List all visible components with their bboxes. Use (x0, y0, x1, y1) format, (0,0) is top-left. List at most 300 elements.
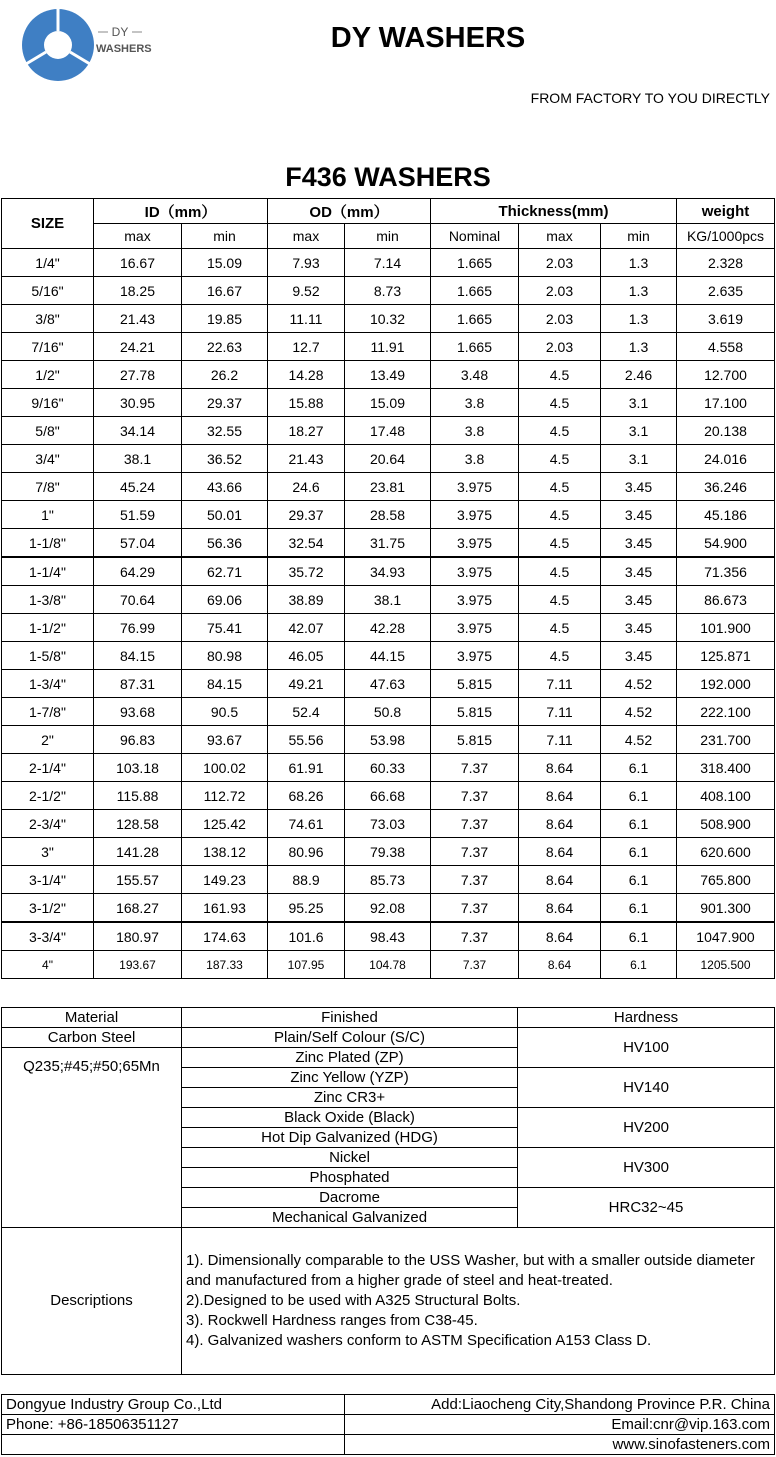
th-max-cell: 2.03 (519, 305, 601, 333)
sub-header-id-max: max (94, 224, 182, 249)
descriptions-body (182, 1228, 775, 1375)
size-cell: 1/2" (2, 361, 94, 389)
weight-cell: 508.900 (677, 810, 775, 838)
weight-cell: 192.000 (677, 670, 775, 698)
id-max-cell: 34.14 (94, 417, 182, 445)
nominal-cell: 7.37 (431, 782, 519, 810)
od-min-cell: 13.49 (345, 361, 431, 389)
od-max-cell: 35.72 (268, 557, 345, 586)
id-max-cell: 45.24 (94, 473, 182, 501)
od-min-cell: 38.1 (345, 586, 431, 614)
id-max-cell: 38.1 (94, 445, 182, 473)
table-row (2, 922, 775, 951)
od-max-cell: 7.93 (268, 249, 345, 277)
weight-cell: 125.871 (677, 642, 775, 670)
od-max-cell: 74.61 (268, 810, 345, 838)
description-line: 2).Designed to be used with A325 Structural Bolts. (186, 1292, 521, 1309)
od-max-cell: 80.96 (268, 838, 345, 866)
th-max-cell: 4.5 (519, 501, 601, 529)
od-max-cell: 68.26 (268, 782, 345, 810)
sub-header-od-max: max (268, 224, 345, 249)
hardness-value: HV300 (518, 1148, 775, 1188)
descriptions-label: Descriptions (2, 1228, 182, 1375)
nominal-cell: 3.8 (431, 445, 519, 473)
size-cell: 1-5/8" (2, 642, 94, 670)
nominal-cell: 7.37 (431, 866, 519, 894)
od-max-cell: 101.6 (268, 922, 345, 951)
th-max-cell: 4.5 (519, 389, 601, 417)
th-min-cell: 3.45 (601, 614, 677, 642)
sub-header-id-min: min (182, 224, 268, 249)
od-max-cell: 9.52 (268, 277, 345, 305)
size-cell: 7/16" (2, 333, 94, 361)
tagline: FROM FACTORY TO YOU DIRECTLY (530, 90, 770, 106)
finish-item: Zinc CR3+ (182, 1088, 518, 1108)
size-cell: 1-7/8" (2, 698, 94, 726)
nominal-cell: 5.815 (431, 726, 519, 754)
finish-item: Phosphated (182, 1168, 518, 1188)
od-min-cell: 15.09 (345, 389, 431, 417)
finish-item: Mechanical Galvanized (182, 1208, 518, 1228)
od-min-cell: 7.14 (345, 249, 431, 277)
th-max-cell: 2.03 (519, 249, 601, 277)
th-max-cell: 2.03 (519, 277, 601, 305)
id-max-cell: 128.58 (94, 810, 182, 838)
th-min-cell: 3.45 (601, 557, 677, 586)
size-cell: 3/4" (2, 445, 94, 473)
od-min-cell: 10.32 (345, 305, 431, 333)
od-max-cell: 14.28 (268, 361, 345, 389)
company-phone: Phone: +86-18506351127 (2, 1415, 345, 1435)
id-min-cell: 36.52 (182, 445, 268, 473)
th-max-cell: 4.5 (519, 642, 601, 670)
nominal-cell: 7.37 (431, 894, 519, 923)
table-row (2, 698, 775, 726)
weight-cell: 17.100 (677, 389, 775, 417)
header-od: OD（mm） (268, 199, 431, 224)
size-cell: 1-3/8" (2, 586, 94, 614)
table-row (2, 838, 775, 866)
th-min-cell: 6.1 (601, 866, 677, 894)
th-min-cell: 6.1 (601, 894, 677, 923)
table-row (2, 417, 775, 445)
table-row (2, 249, 775, 277)
th-min-cell: 6.1 (601, 922, 677, 951)
material-grades: Q235;#45;#50;65Mn (2, 1048, 182, 1228)
weight-cell: 231.700 (677, 726, 775, 754)
th-max-cell: 4.5 (519, 445, 601, 473)
id-min-cell: 112.72 (182, 782, 268, 810)
od-min-cell: 85.73 (345, 866, 431, 894)
th-min-cell: 4.52 (601, 670, 677, 698)
od-max-cell: 61.91 (268, 754, 345, 782)
od-min-cell: 47.63 (345, 670, 431, 698)
id-max-cell: 57.04 (94, 529, 182, 558)
id-max-cell: 16.67 (94, 249, 182, 277)
description-line: 4). Galvanized washers conform to ASTM Specification A153 Class D. (186, 1332, 652, 1349)
size-cell: 1/4" (2, 249, 94, 277)
id-max-cell: 51.59 (94, 501, 182, 529)
header-thickness: Thickness(mm) (431, 199, 677, 224)
description-line: 1). Dimensionally comparable to the USS Washer, but with a smaller outside diameter and manufactured from a higher grade of steel and heat-treated. (186, 1252, 755, 1289)
weight-cell: 222.100 (677, 698, 775, 726)
th-min-cell: 3.45 (601, 586, 677, 614)
id-min-cell: 187.33 (182, 951, 268, 979)
th-max-cell: 7.11 (519, 670, 601, 698)
weight-cell: 86.673 (677, 586, 775, 614)
od-max-cell: 11.11 (268, 305, 345, 333)
id-max-cell: 93.68 (94, 698, 182, 726)
nominal-cell: 1.665 (431, 277, 519, 305)
nominal-cell: 1.665 (431, 249, 519, 277)
finish-item: Black Oxide (Black) (182, 1108, 518, 1128)
od-max-cell: 46.05 (268, 642, 345, 670)
material-carbon-steel: Carbon Steel (2, 1028, 182, 1048)
id-min-cell: 29.37 (182, 389, 268, 417)
th-max-cell: 8.64 (519, 782, 601, 810)
od-min-cell: 66.68 (345, 782, 431, 810)
od-min-cell: 23.81 (345, 473, 431, 501)
id-min-cell: 50.01 (182, 501, 268, 529)
id-max-cell: 30.95 (94, 389, 182, 417)
id-max-cell: 115.88 (94, 782, 182, 810)
size-cell: 1-1/8" (2, 529, 94, 558)
hardness-value: HV100 (518, 1028, 775, 1068)
size-cell: 3-3/4" (2, 922, 94, 951)
od-min-cell: 44.15 (345, 642, 431, 670)
logo-text-top: DY (111, 25, 129, 39)
size-cell: 2" (2, 726, 94, 754)
size-cell: 1-3/4" (2, 670, 94, 698)
id-max-cell: 76.99 (94, 614, 182, 642)
od-max-cell: 107.95 (268, 951, 345, 979)
size-cell: 7/8" (2, 473, 94, 501)
od-max-cell: 49.21 (268, 670, 345, 698)
od-max-cell: 52.4 (268, 698, 345, 726)
th-max-cell: 8.64 (519, 951, 601, 979)
id-max-cell: 180.97 (94, 922, 182, 951)
table-row (2, 473, 775, 501)
table-row (2, 501, 775, 529)
weight-cell: 318.400 (677, 754, 775, 782)
nominal-cell: 1.665 (431, 333, 519, 361)
weight-cell: 12.700 (677, 361, 775, 389)
nominal-cell: 3.975 (431, 473, 519, 501)
size-cell: 3" (2, 838, 94, 866)
th-min-cell: 1.3 (601, 333, 677, 361)
id-min-cell: 26.2 (182, 361, 268, 389)
id-min-cell: 100.02 (182, 754, 268, 782)
weight-cell: 45.186 (677, 501, 775, 529)
th-max-cell: 4.5 (519, 529, 601, 558)
id-min-cell: 22.63 (182, 333, 268, 361)
od-min-cell: 60.33 (345, 754, 431, 782)
weight-cell: 765.800 (677, 866, 775, 894)
th-min-cell: 1.3 (601, 305, 677, 333)
id-max-cell: 193.67 (94, 951, 182, 979)
nominal-cell: 7.37 (431, 754, 519, 782)
th-max-cell: 2.03 (519, 333, 601, 361)
weight-cell: 901.300 (677, 894, 775, 923)
th-max-cell: 4.5 (519, 586, 601, 614)
weight-cell: 3.619 (677, 305, 775, 333)
id-max-cell: 96.83 (94, 726, 182, 754)
company-website: www.sinofasteners.com (345, 1435, 775, 1455)
od-min-cell: 17.48 (345, 417, 431, 445)
nominal-cell: 3.975 (431, 557, 519, 586)
id-max-cell: 168.27 (94, 894, 182, 923)
id-min-cell: 75.41 (182, 614, 268, 642)
table-row (2, 670, 775, 698)
th-max-cell: 4.5 (519, 473, 601, 501)
table-row (2, 951, 775, 979)
od-max-cell: 55.56 (268, 726, 345, 754)
od-min-cell: 31.75 (345, 529, 431, 558)
od-max-cell: 29.37 (268, 501, 345, 529)
weight-cell: 36.246 (677, 473, 775, 501)
hardness-value: HV200 (518, 1108, 775, 1148)
id-max-cell: 141.28 (94, 838, 182, 866)
id-max-cell: 84.15 (94, 642, 182, 670)
od-min-cell: 11.91 (345, 333, 431, 361)
th-min-cell: 3.45 (601, 529, 677, 558)
weight-cell: 20.138 (677, 417, 775, 445)
th-min-cell: 3.1 (601, 445, 677, 473)
th-min-cell: 6.1 (601, 951, 677, 979)
id-min-cell: 80.98 (182, 642, 268, 670)
th-max-cell: 8.64 (519, 838, 601, 866)
od-max-cell: 15.88 (268, 389, 345, 417)
th-min-cell: 1.3 (601, 277, 677, 305)
od-min-cell: 79.38 (345, 838, 431, 866)
od-max-cell: 12.7 (268, 333, 345, 361)
table-row (2, 642, 775, 670)
table-row (2, 586, 775, 614)
nominal-cell: 3.975 (431, 642, 519, 670)
table-row (2, 305, 775, 333)
id-min-cell: 56.36 (182, 529, 268, 558)
finish-item: Nickel (182, 1148, 518, 1168)
od-min-cell: 50.8 (345, 698, 431, 726)
spec-table (1, 198, 775, 979)
table-row (2, 333, 775, 361)
size-cell: 5/8" (2, 417, 94, 445)
th-max-cell: 8.64 (519, 754, 601, 782)
th-min-cell: 4.52 (601, 726, 677, 754)
th-min-cell: 3.45 (601, 642, 677, 670)
header-finished: Finished (182, 1008, 518, 1028)
nominal-cell: 3.8 (431, 417, 519, 445)
size-cell: 1" (2, 501, 94, 529)
th-min-cell: 6.1 (601, 754, 677, 782)
table-row (2, 361, 775, 389)
od-min-cell: 28.58 (345, 501, 431, 529)
id-min-cell: 90.5 (182, 698, 268, 726)
th-min-cell: 1.3 (601, 249, 677, 277)
size-cell: 2-1/2" (2, 782, 94, 810)
sub-header-th-max: max (519, 224, 601, 249)
th-min-cell: 4.52 (601, 698, 677, 726)
weight-cell: 2.328 (677, 249, 775, 277)
od-max-cell: 24.6 (268, 473, 345, 501)
weight-cell: 24.016 (677, 445, 775, 473)
th-min-cell: 6.1 (601, 838, 677, 866)
logo-text-bottom: WASHERS (96, 43, 152, 55)
th-max-cell: 4.5 (519, 614, 601, 642)
table-row (2, 445, 775, 473)
header-size: SIZE (2, 199, 94, 249)
nominal-cell: 5.815 (431, 670, 519, 698)
finish-item: Zinc Plated (ZP) (182, 1048, 518, 1068)
id-max-cell: 27.78 (94, 361, 182, 389)
contact-footer (1, 1394, 775, 1455)
od-min-cell: 20.64 (345, 445, 431, 473)
weight-cell: 2.635 (677, 277, 775, 305)
nominal-cell: 7.37 (431, 838, 519, 866)
od-min-cell: 104.78 (345, 951, 431, 979)
size-cell: 2-1/4" (2, 754, 94, 782)
finish-item: Hot Dip Galvanized (HDG) (182, 1128, 518, 1148)
weight-cell: 620.600 (677, 838, 775, 866)
th-max-cell: 7.11 (519, 726, 601, 754)
od-max-cell: 32.54 (268, 529, 345, 558)
id-min-cell: 43.66 (182, 473, 268, 501)
finish-table (1, 1007, 775, 1375)
sub-header-nominal: Nominal (431, 224, 519, 249)
table-row (2, 557, 775, 586)
company-name: Dongyue Industry Group Co.,Ltd (2, 1395, 345, 1415)
header-id: ID（mm） (94, 199, 268, 224)
nominal-cell: 1.665 (431, 305, 519, 333)
weight-cell: 71.356 (677, 557, 775, 586)
th-max-cell: 7.11 (519, 698, 601, 726)
od-min-cell: 92.08 (345, 894, 431, 923)
weight-cell: 101.900 (677, 614, 775, 642)
od-min-cell: 53.98 (345, 726, 431, 754)
finish-item: Plain/Self Colour (S/C) (182, 1028, 518, 1048)
table-row (2, 782, 775, 810)
weight-cell: 408.100 (677, 782, 775, 810)
table-row (2, 529, 775, 558)
id-max-cell: 103.18 (94, 754, 182, 782)
table-row (2, 810, 775, 838)
nominal-cell: 7.37 (431, 810, 519, 838)
id-min-cell: 174.63 (182, 922, 268, 951)
th-max-cell: 8.64 (519, 922, 601, 951)
nominal-cell: 5.815 (431, 698, 519, 726)
id-min-cell: 19.85 (182, 305, 268, 333)
id-max-cell: 87.31 (94, 670, 182, 698)
company-address: Add:Liaocheng City,Shandong Province P.R. China (345, 1395, 775, 1415)
header-hardness: Hardness (518, 1008, 775, 1028)
id-max-cell: 70.64 (94, 586, 182, 614)
weight-cell: 4.558 (677, 333, 775, 361)
id-min-cell: 15.09 (182, 249, 268, 277)
id-max-cell: 24.21 (94, 333, 182, 361)
od-min-cell: 98.43 (345, 922, 431, 951)
size-cell: 2-3/4" (2, 810, 94, 838)
id-min-cell: 84.15 (182, 670, 268, 698)
sub-header-th-min: min (601, 224, 677, 249)
th-min-cell: 6.1 (601, 782, 677, 810)
nominal-cell: 7.37 (431, 951, 519, 979)
description-line: 3). Rockwell Hardness ranges from C38-45. (186, 1312, 478, 1329)
od-min-cell: 8.73 (345, 277, 431, 305)
sub-header-weight-unit: KG/1000pcs (677, 224, 775, 249)
id-min-cell: 16.67 (182, 277, 268, 305)
nominal-cell: 3.975 (431, 529, 519, 558)
id-min-cell: 69.06 (182, 586, 268, 614)
th-max-cell: 4.5 (519, 417, 601, 445)
table-row (2, 277, 775, 305)
id-min-cell: 125.42 (182, 810, 268, 838)
size-cell: 3-1/4" (2, 866, 94, 894)
weight-cell: 1205.500 (677, 951, 775, 979)
nominal-cell: 3.48 (431, 361, 519, 389)
th-min-cell: 3.1 (601, 389, 677, 417)
page-title: F436 WASHERS (285, 162, 491, 192)
sub-header-od-min: min (345, 224, 431, 249)
header-weight: weight (677, 199, 775, 224)
th-max-cell: 8.64 (519, 866, 601, 894)
table-row (2, 726, 775, 754)
th-min-cell: 6.1 (601, 810, 677, 838)
weight-cell: 1047.900 (677, 922, 775, 951)
od-max-cell: 21.43 (268, 445, 345, 473)
size-cell: 1-1/2" (2, 614, 94, 642)
size-cell: 3/8" (2, 305, 94, 333)
hardness-value: HV140 (518, 1068, 775, 1108)
brand-title: DY WASHERS (330, 22, 526, 54)
od-max-cell: 38.89 (268, 586, 345, 614)
finish-item: Zinc Yellow (YZP) (182, 1068, 518, 1088)
table-row (2, 614, 775, 642)
id-max-cell: 21.43 (94, 305, 182, 333)
th-max-cell: 8.64 (519, 810, 601, 838)
finish-item: Dacrome (182, 1188, 518, 1208)
weight-cell: 54.900 (677, 529, 775, 558)
od-min-cell: 34.93 (345, 557, 431, 586)
nominal-cell: 3.975 (431, 586, 519, 614)
th-min-cell: 2.46 (601, 361, 677, 389)
table-row (2, 389, 775, 417)
th-min-cell: 3.1 (601, 417, 677, 445)
od-min-cell: 42.28 (345, 614, 431, 642)
nominal-cell: 3.975 (431, 614, 519, 642)
nominal-cell: 3.975 (431, 501, 519, 529)
footer-empty-cell (2, 1435, 345, 1455)
size-cell: 4" (2, 951, 94, 979)
od-min-cell: 73.03 (345, 810, 431, 838)
th-min-cell: 3.45 (601, 473, 677, 501)
id-min-cell: 161.93 (182, 894, 268, 923)
od-max-cell: 88.9 (268, 866, 345, 894)
table-row (2, 866, 775, 894)
th-max-cell: 8.64 (519, 894, 601, 923)
size-cell: 5/16" (2, 277, 94, 305)
id-max-cell: 155.57 (94, 866, 182, 894)
id-max-cell: 64.29 (94, 557, 182, 586)
id-min-cell: 32.55 (182, 417, 268, 445)
od-max-cell: 42.07 (268, 614, 345, 642)
header-material: Material (2, 1008, 182, 1028)
od-max-cell: 95.25 (268, 894, 345, 923)
nominal-cell: 7.37 (431, 922, 519, 951)
size-cell: 3-1/2" (2, 894, 94, 923)
id-min-cell: 93.67 (182, 726, 268, 754)
th-min-cell: 3.45 (601, 501, 677, 529)
id-max-cell: 18.25 (94, 277, 182, 305)
